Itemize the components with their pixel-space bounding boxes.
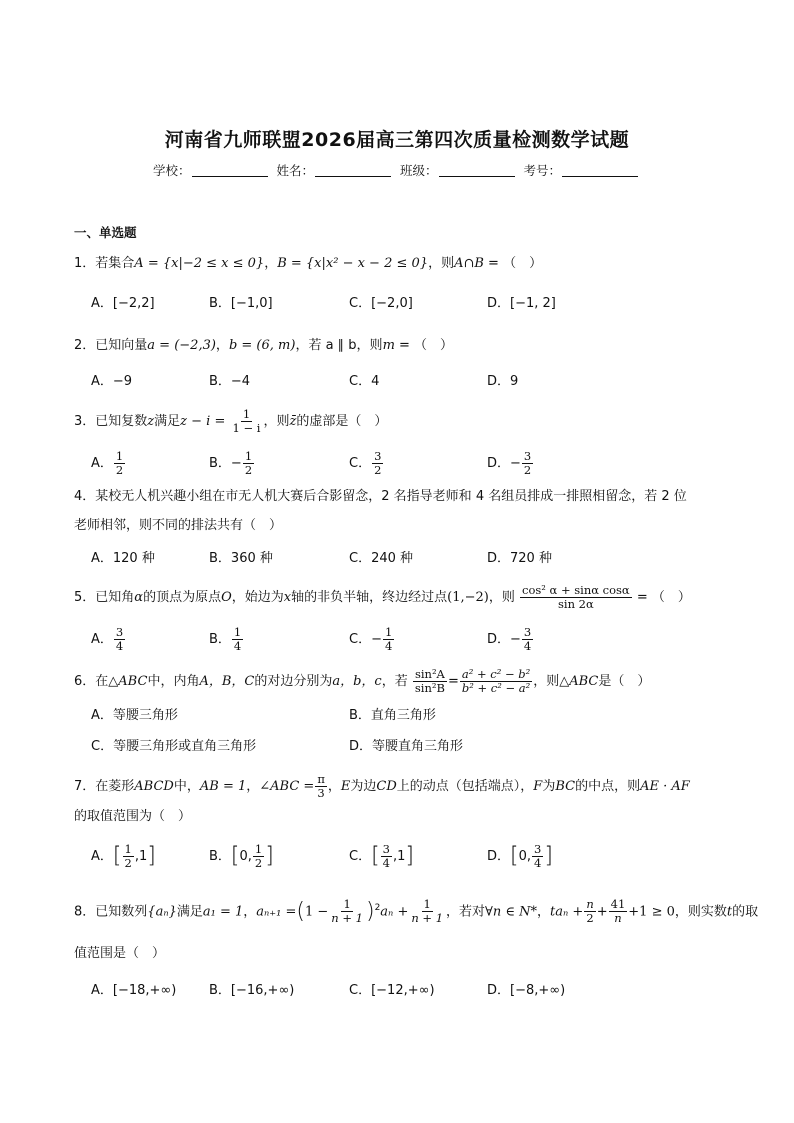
q2-option-a[interactable]: A．−9: [91, 374, 133, 389]
q1-text-b: ，则: [428, 256, 455, 271]
q1-set-b: B = {x|x² − x − 2 ≤ 0}: [277, 256, 429, 271]
q4-option-a[interactable]: A．120 种: [91, 551, 155, 566]
option-num: 1: [233, 625, 242, 639]
q4-line1: 某校无人机兴趣小组在市无人机大赛后合影留念，2 名指导老师和 4 名组员排成一排照相留念，若 2 位: [95, 489, 687, 504]
q3-frac-den: 1 − i: [232, 421, 261, 435]
option-label: D．: [487, 849, 511, 864]
q5-fraction: [520, 584, 632, 611]
q7-bc: BC: [555, 779, 576, 794]
q6-text-d: ，若: [381, 674, 408, 689]
question-7-line-2: 的取值范围为（ ）: [74, 809, 192, 824]
q6-text-e: ，则: [533, 674, 560, 689]
question-7: [74, 773, 690, 800]
q8-option-c[interactable]: C．[−12,+∞): [349, 983, 435, 998]
option-post: ,1: [393, 849, 406, 864]
class-label: 班级：: [399, 163, 438, 178]
q3-text-b: 满足: [154, 414, 181, 429]
q3-text-d: 的虚部是（ ）: [296, 414, 388, 429]
student-info-fields: [0, 161, 794, 179]
q7-option-c[interactable]: [349, 843, 414, 870]
q7-e: E: [340, 779, 351, 794]
school-label: 学校：: [152, 163, 191, 178]
q6-f2-den: b² + c² − a²: [461, 681, 531, 695]
q7-text-d: ，: [327, 779, 341, 794]
q4-option-c[interactable]: C．240 种: [349, 551, 414, 566]
option-bracket: [: [371, 843, 380, 869]
exam-number-blank[interactable]: [562, 164, 638, 177]
q8-rec-lhs: aₙ₊₁ =: [256, 904, 297, 920]
q1-text: 若集合: [95, 256, 135, 271]
q6-fraction-1: [413, 668, 447, 695]
option-label: B．: [209, 632, 231, 647]
option-den: 2: [254, 856, 263, 870]
q5-frac-den: sin 2α: [557, 597, 594, 611]
q7-text-c: ，: [246, 779, 260, 794]
q5-alpha: α: [134, 590, 144, 605]
q7-angle: ∠ABC =: [259, 779, 315, 794]
question-8-line-2: 值范围是（ ）: [74, 946, 166, 961]
option-den: 2: [124, 856, 132, 870]
q4-option-d[interactable]: D．720 种: [487, 551, 552, 566]
q6-option-d[interactable]: D．等腰直角三角形: [349, 739, 464, 754]
option-label: C．: [349, 632, 372, 647]
option-bracket: ]: [147, 843, 156, 869]
q8-text-c: ，: [243, 904, 257, 920]
option-label: A．: [91, 849, 113, 864]
q1-expr: A∩B: [454, 256, 484, 271]
option-post: ,1: [134, 849, 148, 864]
q7-text: 在菱形: [95, 779, 135, 794]
q3-option-b[interactable]: [209, 450, 255, 477]
option-bracket: ]: [405, 843, 414, 869]
q8-ta: taₙ +: [550, 904, 584, 920]
q3-eq: z − i =: [180, 414, 226, 429]
q8-rt-num: 1: [423, 897, 431, 912]
q8-paren: ): [365, 898, 375, 924]
question-number: 8．: [74, 904, 96, 920]
q6-triangle: △ABC: [108, 674, 148, 689]
option-bracket: [: [230, 843, 240, 869]
q1-end: = （ ）: [483, 256, 543, 271]
question-8: [74, 898, 758, 925]
q7-cd: CD: [376, 779, 397, 794]
q5-option-a[interactable]: [91, 626, 126, 653]
q7-shape: ABCD: [134, 779, 174, 794]
question-number: 6．: [74, 674, 96, 689]
option-num: 3: [115, 625, 124, 639]
q7-text-e: 为边: [350, 779, 377, 794]
q6-text-b: 中，内角: [147, 674, 200, 689]
q1-option-d[interactable]: D．[−1, 2]: [487, 296, 556, 311]
option-den: 4: [523, 639, 532, 653]
q5-text-e: ，则: [488, 590, 515, 605]
exam-number-label: 考号：: [523, 163, 561, 178]
option-label: B．: [209, 849, 231, 864]
q8-paren: (: [296, 898, 305, 924]
q8-forall: ∀n ∈ N*: [485, 904, 538, 920]
q3-text-c: ，则: [263, 414, 290, 429]
q8-f2-den: n: [614, 911, 622, 926]
option-num: 1: [244, 449, 253, 463]
q8-inner: 1 −: [305, 904, 329, 920]
question-number: 5．: [74, 590, 96, 605]
question-1: [74, 254, 542, 274]
q1-option-c[interactable]: C．[−2,0]: [349, 296, 413, 311]
option-num: 3: [523, 625, 532, 639]
q3-text: 已知复数: [95, 414, 148, 429]
q8-in-den: n + 1: [331, 911, 363, 926]
q2-option-b[interactable]: B．−4: [209, 374, 251, 389]
q2-text: 已知向量: [95, 338, 148, 353]
option-label: A．: [91, 632, 113, 647]
q7-fraction: [315, 773, 327, 800]
option-den: 2: [374, 463, 382, 477]
q6-option-c[interactable]: C．等腰三角形或直角三角形: [91, 739, 257, 754]
q8-text-f: ，则实数: [674, 904, 727, 920]
q3-var: z: [147, 414, 155, 429]
q7-frac-den: 3: [317, 786, 325, 800]
q8-option-b[interactable]: B．[−16,+∞): [209, 983, 295, 998]
q6-option-b[interactable]: B．直角三角形: [349, 708, 436, 723]
q6-text: 在: [95, 674, 109, 689]
q3-frac-num: 1: [242, 407, 251, 421]
option-den: 4: [115, 639, 124, 653]
question-4: [74, 487, 687, 507]
q8-option-d[interactable]: D．[−8,+∞): [487, 983, 566, 998]
q6-sides: a，b，c: [332, 674, 382, 689]
q3-option-a[interactable]: [91, 450, 126, 477]
option-label: D．: [487, 632, 511, 647]
q6-triangle-2: △ABC: [559, 674, 599, 689]
q6-f1-num: sin²A: [414, 667, 445, 681]
q8-text-e: ，: [537, 904, 551, 920]
q5-option-b[interactable]: [209, 626, 244, 653]
q8-f1-den: 2: [586, 911, 594, 926]
q6-angles: A，B，C: [199, 674, 255, 689]
option-sign: −: [510, 456, 521, 471]
question-number: 7．: [74, 779, 96, 794]
q7-text-h: 的中点，则: [575, 779, 641, 794]
option-num: 3: [382, 842, 390, 856]
q2-end: = （ ）: [394, 338, 454, 353]
question-number: 2．: [74, 338, 96, 353]
q7-text-b: 中，: [173, 779, 200, 794]
q2-cond: ，若 a ∥ b，则: [295, 338, 383, 353]
q8-ineq: +1 ≥ 0: [628, 904, 675, 920]
question-3: [74, 408, 387, 435]
option-num: 3: [523, 449, 532, 463]
option-pre: 0,: [239, 849, 252, 864]
q8-in-num: 1: [343, 897, 351, 912]
q3-option-c[interactable]: [349, 450, 384, 477]
q5-text: 已知角: [95, 590, 135, 605]
option-label: C．: [349, 849, 372, 864]
q3-option-d[interactable]: [487, 450, 534, 477]
q5-origin: O: [221, 590, 232, 605]
q8-f1-num: n: [586, 897, 594, 912]
option-den: 4: [233, 639, 242, 653]
q7-option-b[interactable]: [209, 843, 274, 870]
q2-vector-b: b = (6, m): [228, 338, 296, 353]
option-den: 4: [384, 639, 393, 653]
q1-option-b[interactable]: B．[−1,0]: [209, 296, 273, 311]
q5-text-c: ，始边为: [231, 590, 284, 605]
option-bracket: [: [112, 843, 122, 869]
class-blank[interactable]: [439, 164, 515, 177]
question-6: [74, 668, 650, 695]
question-number: 1．: [74, 256, 96, 271]
q8-t: t: [726, 904, 733, 920]
section-heading: 一、单选题: [74, 225, 137, 240]
q8-f2-num: 41: [610, 897, 626, 912]
q6-end: 是（ ）: [598, 674, 651, 689]
q6-text-c: 的对边分别为: [254, 674, 333, 689]
option-bracket: ]: [544, 843, 553, 869]
q8-rt-den: n + 1: [411, 911, 444, 926]
q8-text-d: ，若对: [446, 904, 486, 920]
option-num: 1: [115, 449, 124, 463]
q8-a1: a₁ = 1: [202, 904, 244, 920]
option-num: 3: [374, 449, 382, 463]
q7-ab: AB = 1: [199, 779, 247, 794]
q3-conj: z̄: [289, 414, 297, 429]
q6-f2-num: a² + c² − b²: [461, 667, 531, 681]
q7-text-g: 为: [542, 779, 556, 794]
q8-text: 已知数列: [95, 904, 148, 920]
q8-text-g: 的取: [732, 904, 759, 920]
q7-dot-product: AE · AF: [640, 779, 690, 794]
q6-option-a[interactable]: A．等腰三角形: [91, 708, 178, 723]
q2-option-d[interactable]: D．9: [487, 374, 519, 389]
q7-option-d[interactable]: [487, 843, 553, 870]
option-den: 2: [244, 463, 253, 477]
option-bracket: ]: [265, 843, 274, 869]
option-sign: −: [230, 456, 242, 471]
q7-option-a[interactable]: [91, 843, 156, 870]
question-4-line-2: 老师相邻，则不同的排法共有（ ）: [74, 518, 283, 533]
option-label: C．: [349, 456, 372, 471]
q5-point: (1,−2): [447, 590, 489, 605]
q6-eq: =: [447, 674, 459, 689]
q8-square: 2: [374, 903, 381, 913]
q4-option-b[interactable]: B．360 种: [209, 551, 273, 566]
q7-f: F: [533, 779, 543, 794]
q5-x: x: [283, 590, 292, 605]
q1-set-a: A = {x|−2 ≤ x ≤ 0}: [134, 256, 265, 271]
q5-text-d: 轴的非负半轴，终边经过点: [291, 590, 448, 605]
q5-frac-num: cos² α + sinα cosα: [522, 583, 630, 597]
option-bracket: [: [510, 843, 519, 869]
option-sign: −: [371, 632, 382, 647]
q7-frac-num: π: [317, 772, 325, 786]
school-blank[interactable]: [192, 164, 268, 177]
q2-vector-a: a = (−2,3): [147, 338, 216, 353]
question-number: 3．: [74, 414, 96, 429]
exam-title: 河南省九师联盟2026届高三第四次质量检测数学试题: [164, 129, 630, 151]
option-den: 2: [523, 463, 532, 477]
option-den: 4: [382, 856, 390, 870]
question-5: [74, 584, 691, 611]
option-num: 3: [534, 842, 542, 856]
q5-end: = （ ）: [632, 590, 691, 605]
name-label: 姓名：: [276, 163, 314, 178]
q2-option-c[interactable]: C．4: [349, 374, 380, 389]
q3-fraction: [231, 408, 263, 435]
q2-var: m: [382, 338, 395, 353]
option-label: A．: [91, 456, 113, 471]
q6-f1-den: sin²B: [414, 681, 445, 695]
name-blank[interactable]: [315, 164, 391, 177]
option-num: 1: [254, 842, 263, 856]
option-num: 1: [124, 842, 132, 856]
q1-option-a[interactable]: A．[−2,2]: [91, 296, 155, 311]
q7-text-f: 上的动点（包括端点），: [396, 779, 534, 794]
option-label: D．: [487, 456, 511, 471]
q5-option-d[interactable]: [487, 626, 534, 653]
q5-text-b: 的顶点为原点: [143, 590, 222, 605]
question-2: 2．已知向量a = (−2,3)，b = (6, m)，若 a ∥ b，则m = （ ）: [74, 338, 454, 353]
option-num: 1: [384, 625, 393, 639]
q8-an: aₙ +: [380, 904, 409, 920]
question-number: 4．: [74, 489, 96, 504]
q5-option-c[interactable]: [349, 626, 395, 653]
q8-seq: {aₙ}: [147, 904, 177, 920]
q1-sep: ，: [264, 256, 278, 271]
option-den: 2: [115, 463, 124, 477]
q6-fraction-2: [460, 668, 532, 695]
option-sign: −: [510, 632, 521, 647]
q8-text-b: 满足: [176, 904, 203, 920]
option-den: 4: [534, 856, 542, 870]
option-label: B．: [209, 456, 231, 471]
option-pre: 0,: [518, 849, 532, 864]
q8-plus: +: [596, 904, 608, 920]
q8-option-a[interactable]: A．[−18,+∞): [91, 983, 177, 998]
